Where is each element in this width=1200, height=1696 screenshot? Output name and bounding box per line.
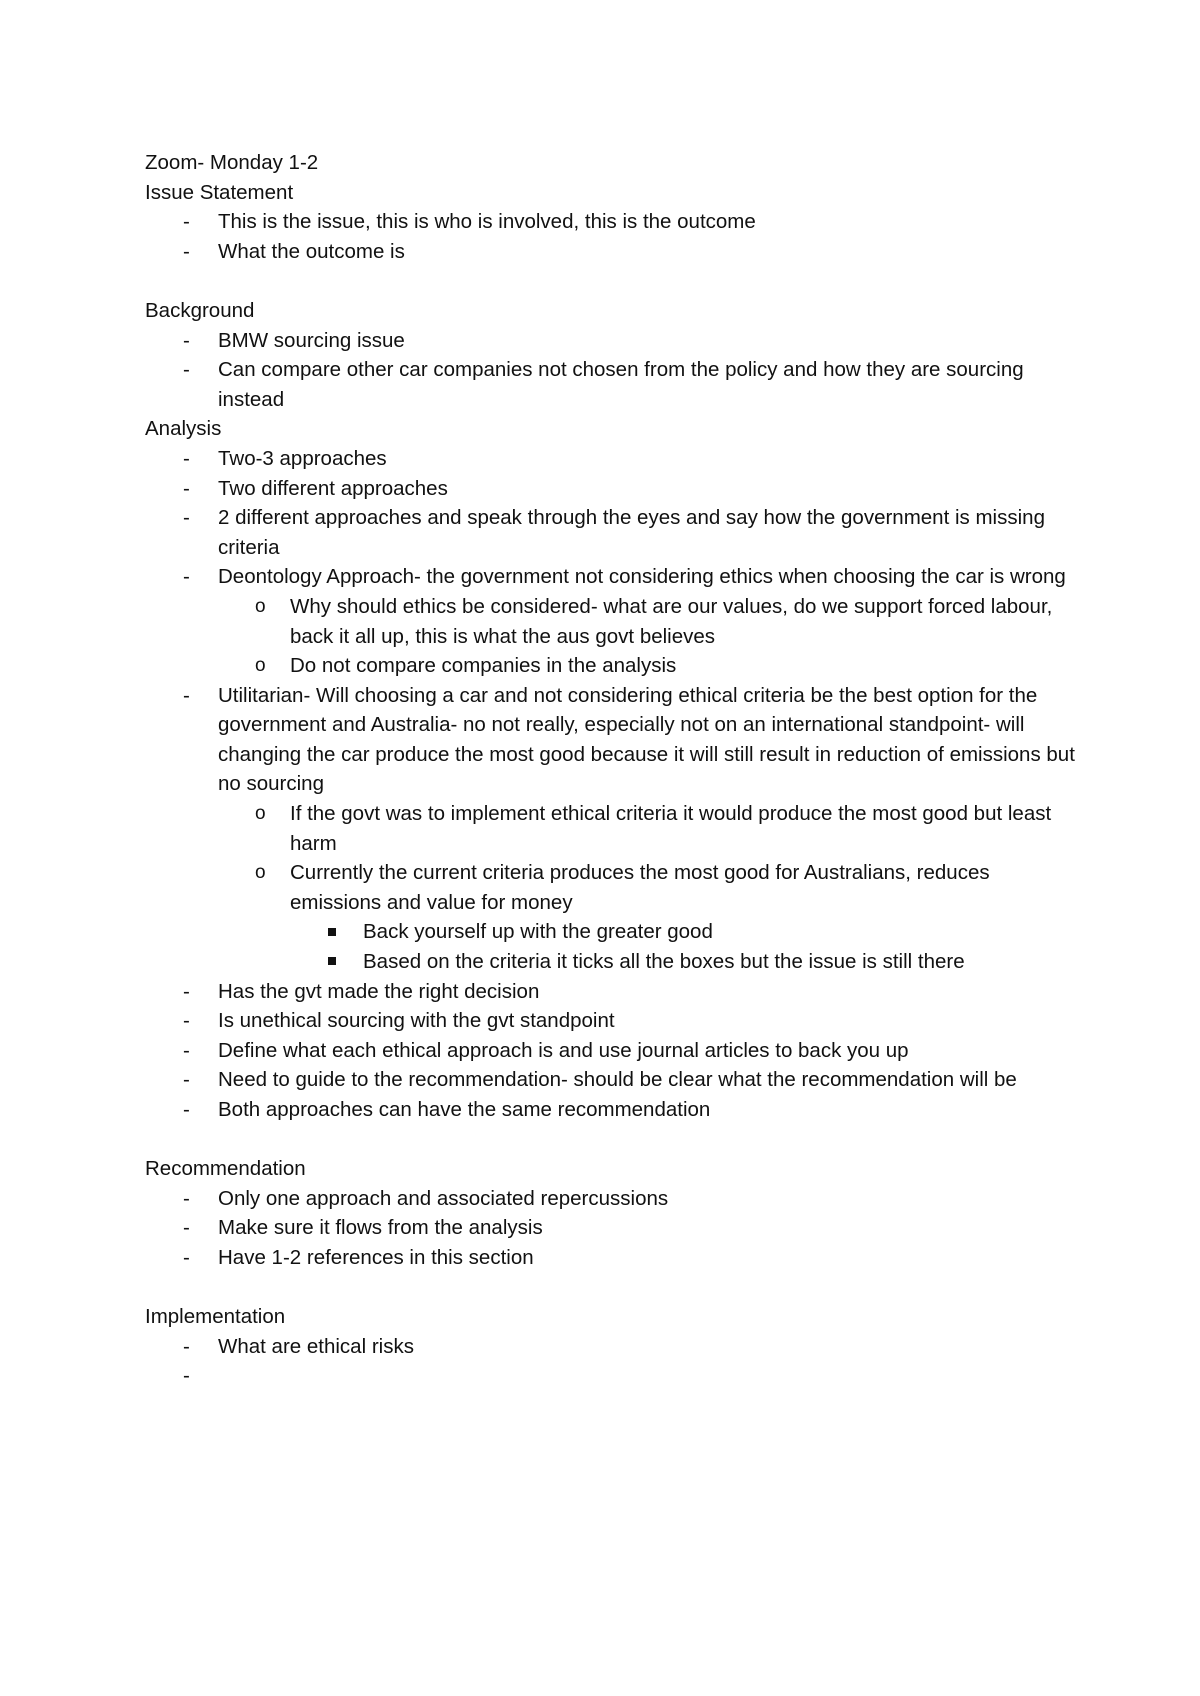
dash-bullet: - <box>183 1098 190 1121</box>
analysis-heading: Analysis <box>145 417 222 441</box>
list-item: - What the outcome is <box>145 237 1075 267</box>
dash-bullet: - <box>183 1216 190 1240</box>
sub-list-item: o Currently the current criteria produces the most good for Australians, reduces emissions and value for money <box>145 858 1075 917</box>
list-item: - BMW sourcing issue <box>145 326 1075 356</box>
dash-bullet: - <box>183 239 190 263</box>
blank-line <box>145 1273 1075 1303</box>
dash-bullet: - <box>183 1364 190 1388</box>
dash-bullet: - <box>183 565 190 589</box>
sub-list-item: o Why should ethics be considered- what are our values, do we support forced labour, back it all up, this is what the aus govt believes <box>145 592 1075 651</box>
list-item: - Both approaches can have the same recommendation <box>145 1095 1075 1125</box>
dash-bullet: - <box>183 328 190 352</box>
blank-line <box>145 1125 1075 1155</box>
circle-bullet: o <box>255 595 266 617</box>
dash-bullet: - <box>183 1038 190 1062</box>
circle-bullet: o <box>255 655 266 677</box>
list-item: - 2 different approaches and speak through the eyes and say how the government is missing criteria <box>145 503 1075 562</box>
square-bullet-icon <box>328 917 363 947</box>
list-item: - What are ethical risks <box>145 1332 1075 1362</box>
list-item: - Need to guide to the recommendation- should be clear what the recommendation will be <box>145 1065 1075 1095</box>
list-item: - This is the issue, this is who is involved, this is the outcome <box>145 207 1075 237</box>
square-bullet-icon <box>328 947 363 977</box>
list-item: - Utilitarian- Will choosing a car and not considering ethical criteria be the best option for the government and Australia- no not really, especially not on an international standpoint- will changing the car produce the most good because it will still result in reduction of emissions but no sourcing <box>145 681 1075 799</box>
dash-bullet: - <box>183 979 190 1003</box>
recommendation-heading: Recommendation <box>145 1157 306 1181</box>
dash-bullet: - <box>183 1334 190 1358</box>
list-item: - Make sure it flows from the analysis <box>145 1213 1075 1243</box>
dash-bullet: - <box>183 1186 190 1210</box>
dash-bullet: - <box>183 1245 190 1269</box>
dash-bullet: - <box>183 1009 190 1033</box>
implementation-heading: Implementation <box>145 1305 286 1329</box>
dash-bullet: - <box>183 506 190 530</box>
circle-bullet: o <box>255 803 266 825</box>
list-item: - Define what each ethical approach is and use journal articles to back you up <box>145 1036 1075 1066</box>
list-item: - Deontology Approach- the government not considering ethics when choosing the car is wrong <box>145 562 1075 592</box>
sub-sub-list-item: Based on the criteria it ticks all the boxes but the issue is still there <box>145 947 1075 977</box>
dash-bullet: - <box>183 683 190 707</box>
list-item: - Can compare other car companies not chosen from the policy and how they are sourcing instead <box>145 355 1075 414</box>
dash-bullet: - <box>183 210 190 234</box>
sub-list-item: o Do not compare companies in the analysis <box>145 651 1075 681</box>
background-heading: Background <box>145 298 255 322</box>
dash-bullet: - <box>183 358 190 382</box>
list-item: - Have 1-2 references in this section <box>145 1243 1075 1273</box>
document-title: Zoom- Monday 1-2 <box>145 151 319 174</box>
blank-line <box>145 266 1075 296</box>
notes-content <box>145 148 1075 1391</box>
dash-bullet: - <box>183 1068 190 1092</box>
circle-bullet: o <box>255 862 266 884</box>
list-item: - Two different approaches <box>145 474 1075 504</box>
sub-list-item: o If the govt was to implement ethical criteria it would produce the most good but least harm <box>145 799 1075 858</box>
dash-bullet: - <box>183 446 190 470</box>
list-item: - Is unethical sourcing with the gvt standpoint <box>145 1006 1075 1036</box>
dash-bullet: - <box>183 476 190 500</box>
list-item: - Has the gvt made the right decision <box>145 977 1075 1007</box>
list-item: - Only one approach and associated repercussions <box>145 1184 1075 1214</box>
issue-statement-heading: Issue Statement <box>145 180 294 204</box>
list-item-empty <box>145 1361 1075 1391</box>
list-item: - Two-3 approaches <box>145 444 1075 474</box>
sub-sub-list-item: Back yourself up with the greater good <box>145 917 1075 947</box>
